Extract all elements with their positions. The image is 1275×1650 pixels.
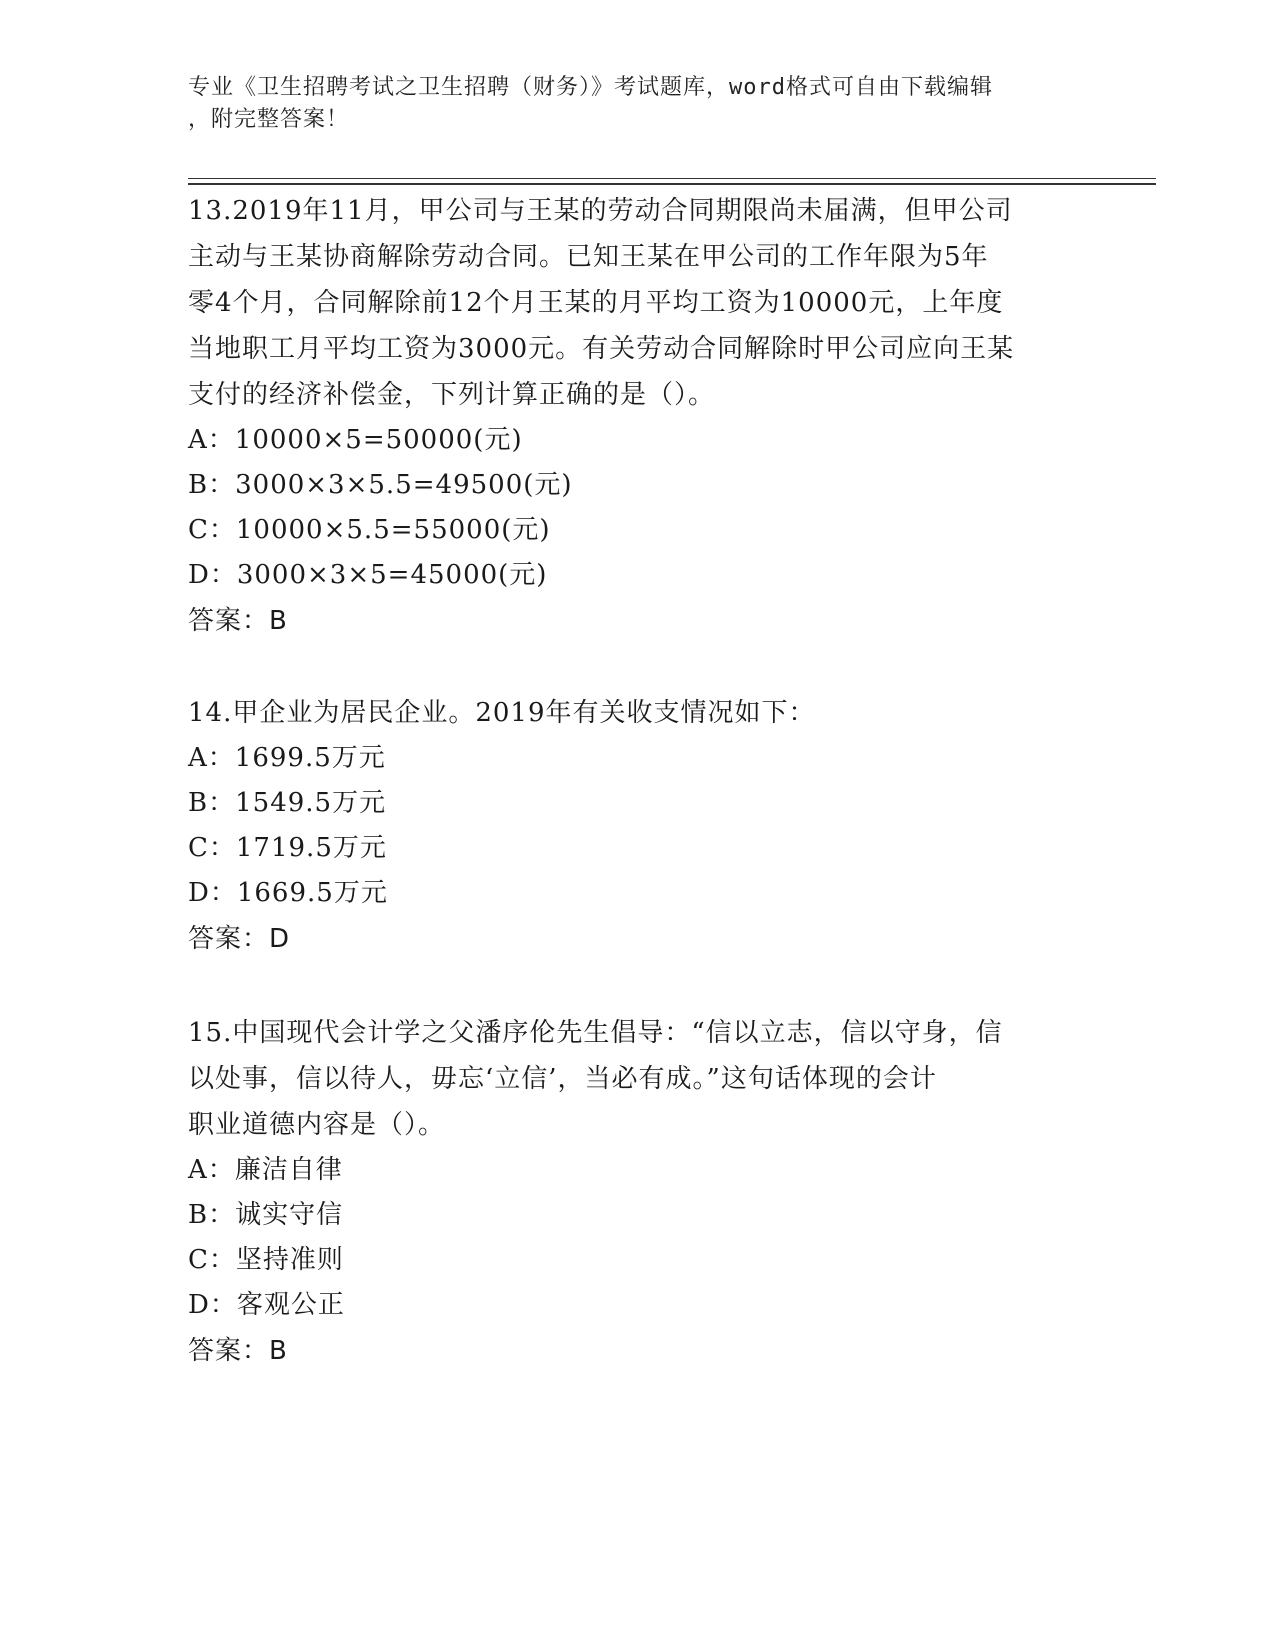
answer-line: 答案：B [188, 606, 288, 636]
header-title-line-2: ，附完整答案！ [188, 107, 350, 132]
answer-line: 答案：B [188, 1336, 288, 1366]
question-13 [188, 188, 1088, 644]
option-a: A：1699.5万元 [188, 743, 386, 773]
header-title-line-1: 专业《卫生招聘考试之卫生招聘（财务）》考试题库，word格式可自由下载编辑 [188, 75, 993, 100]
option-a: A：廉洁自律 [188, 1155, 343, 1185]
option-a: A：10000×5=50000(元) [188, 425, 523, 455]
question-text-line: 14.甲企业为居民企业。2019年有关收支情况如下： [188, 698, 816, 728]
question-text-line: 职业道德内容是（）。 [188, 1110, 446, 1140]
option-c: C：1719.5万元 [188, 833, 387, 863]
question-text-line: 以处事，信以待人，毋忘‘立信’，当必有成。”这句话体现的会计 [188, 1064, 937, 1094]
option-d: D：1669.5万元 [188, 878, 388, 908]
question-14 [188, 690, 1088, 962]
answer-line: 答案：D [188, 924, 291, 954]
document-header [188, 72, 1088, 136]
question-text-line: 主动与王某协商解除劳动合同。已知王某在甲公司的工作年限为5年 [188, 242, 989, 272]
question-text-line: 支付的经济补偿金，下列计算正确的是（）。 [188, 380, 716, 410]
option-d: D：3000×3×5=45000(元) [188, 560, 548, 590]
option-b: B：诚实守信 [188, 1200, 344, 1230]
question-text-line: 当地职工月平均工资为3000元。有关劳动合同解除时甲公司应向王某 [188, 334, 1015, 364]
question-text-line: 零4个月，合同解除前12个月王某的月平均工资为10000元，上年度 [188, 288, 1004, 318]
question-text-line: 15.中国现代会计学之父潘序伦先生倡导：“信以立志，信以守身，信 [188, 1018, 1003, 1048]
question-text-line: 13.2019年11月，甲公司与王某的劳动合同期限尚未届满，但甲公司 [188, 196, 1013, 226]
question-15 [188, 1010, 1088, 1374]
option-c: C：10000×5.5=55000(元) [188, 515, 551, 545]
option-b: B：1549.5万元 [188, 788, 387, 818]
option-d: D：客观公正 [188, 1290, 345, 1320]
header-divider-thick [188, 183, 1156, 185]
option-b: B：3000×3×5.5=49500(元) [188, 470, 573, 500]
option-c: C：坚持准则 [188, 1245, 344, 1275]
header-divider-thin [188, 178, 1156, 179]
